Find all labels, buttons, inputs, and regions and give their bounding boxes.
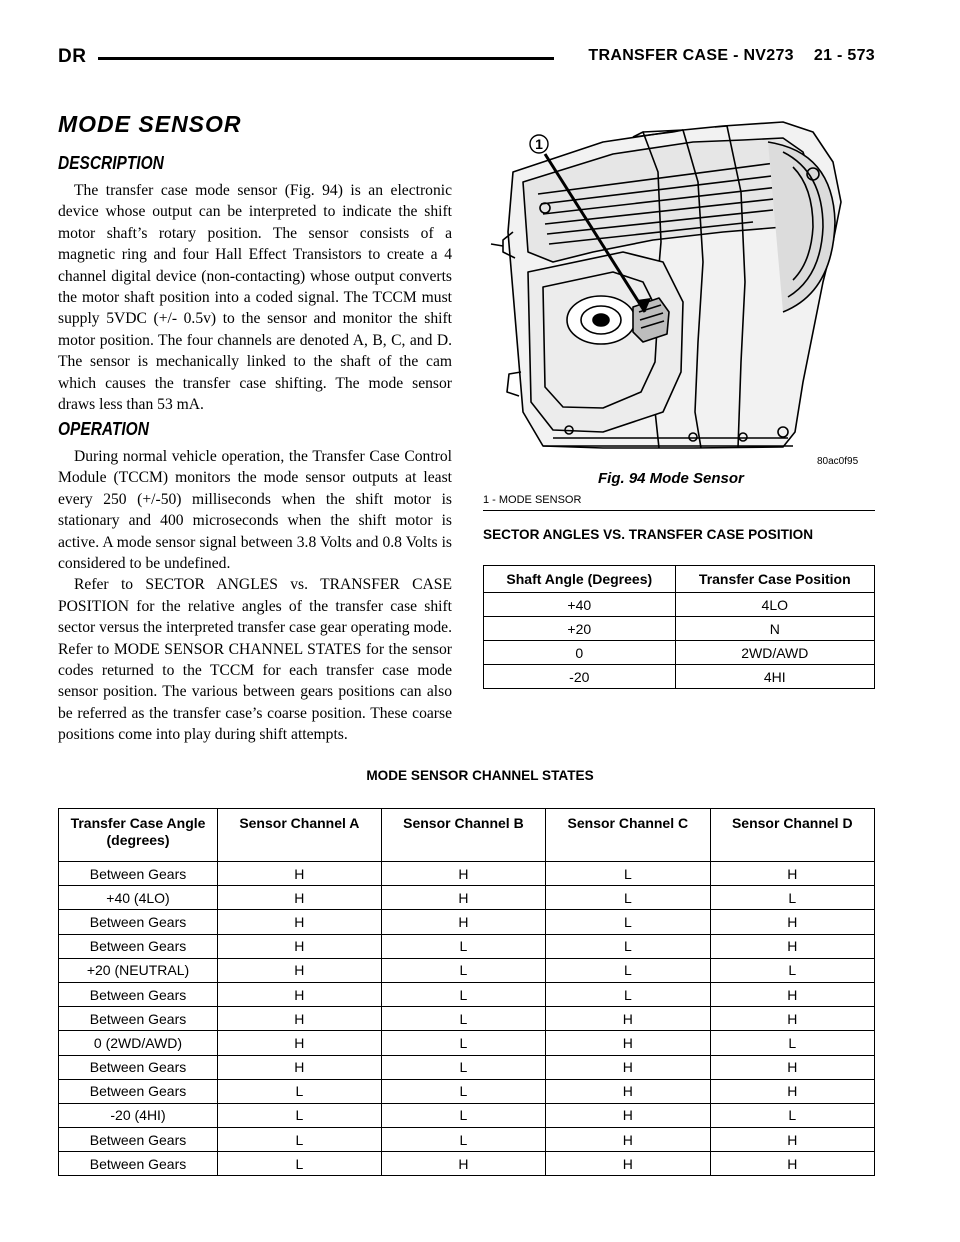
table-cell: H: [381, 910, 545, 934]
table-cell: L: [710, 1031, 874, 1055]
table-cell: H: [546, 1152, 710, 1176]
figure-rule: [483, 510, 875, 511]
table-cell: L: [546, 982, 710, 1006]
table-row: [59, 1128, 875, 1152]
table-row: [59, 1152, 875, 1176]
table-cell: +40 (4LO): [59, 886, 218, 910]
table-header: Sensor Channel B: [381, 809, 545, 862]
table-header: Sensor Channel C: [546, 809, 710, 862]
operation-body: [58, 446, 452, 746]
sector-angles-table: [483, 565, 875, 689]
table-cell: Between Gears: [59, 1079, 218, 1103]
table-row: [59, 910, 875, 934]
header-page-number: 21 - 573: [813, 47, 875, 64]
operation-paragraph: Refer to SECTOR ANGLES vs. TRANSFER CASE POSITION for the relative angles of the transfer case shift sector versus the interpreted transfer case gear operating mode. Refer to MODE SENSOR CHANNEL STATES for the sensor codes returned to the TCCM for each transfer case mode sensor position. The various between gears positions can also be referred as the transfer case’s coarse position. These coarse positions come into play during shift attempts.: [58, 576, 452, 744]
table-cell: L: [546, 886, 710, 910]
table-cell: H: [218, 1007, 382, 1031]
table-row: [484, 593, 875, 617]
table-header: Sensor Channel D: [710, 809, 874, 862]
description-body: [58, 180, 452, 415]
table-cell: H: [710, 862, 874, 886]
table-cell: H: [546, 1031, 710, 1055]
table-cell: +40: [484, 593, 676, 617]
table-header: Sensor Channel A: [218, 809, 382, 862]
table-cell: L: [381, 1103, 545, 1127]
table-cell: H: [218, 886, 382, 910]
header-right: [588, 47, 875, 65]
table-cell: L: [381, 1055, 545, 1079]
sector-table-title: SECTOR ANGLES VS. TRANSFER CASE POSITION: [483, 527, 814, 542]
table-cell: H: [710, 1128, 874, 1152]
table-row: [59, 862, 875, 886]
table-cell: Between Gears: [59, 982, 218, 1006]
table-cell: L: [381, 1079, 545, 1103]
figure-caption: Fig. 94 Mode Sensor: [598, 470, 744, 487]
table-cell: L: [381, 1031, 545, 1055]
table-cell: 0 (2WD/AWD): [59, 1031, 218, 1055]
table-cell: H: [710, 1079, 874, 1103]
table-cell: Between Gears: [59, 934, 218, 958]
header-rule: [98, 57, 554, 60]
page-title: MODE SENSOR: [58, 111, 242, 137]
mode-sensor-figure: [483, 112, 875, 472]
table-header: Transfer Case Position: [675, 566, 874, 593]
operation-paragraph: During normal vehicle operation, the Transfer Case Control Module (TCCM) monitors the mode sensor outputs at least every 250 (+/-50) milliseconds when the shift motor is stationary and 400 microseconds when the shift motor is active. A mode sensor signal between 3.8 Volts and 0.8 Volts is considered to be undefined.: [58, 448, 452, 573]
table-cell: H: [546, 1079, 710, 1103]
table-cell: L: [218, 1079, 382, 1103]
table-cell: H: [710, 982, 874, 1006]
table-cell: L: [710, 1103, 874, 1127]
table-row: [59, 1079, 875, 1103]
callout-number: 1: [535, 136, 543, 152]
table-header: Transfer Case Angle (degrees): [59, 809, 218, 862]
table-cell: Between Gears: [59, 1055, 218, 1079]
table-row: [484, 617, 875, 641]
table-cell: L: [381, 1128, 545, 1152]
table-cell: Between Gears: [59, 910, 218, 934]
figure-legend: 1 - MODE SENSOR: [483, 494, 582, 506]
table-header-row: [484, 566, 875, 593]
table-cell: L: [381, 934, 545, 958]
table-cell: H: [546, 1128, 710, 1152]
table-cell: H: [546, 1007, 710, 1031]
table-cell: H: [710, 1007, 874, 1031]
table-row: [59, 1103, 875, 1127]
table-cell: 2WD/AWD: [675, 641, 874, 665]
table-cell: H: [710, 1055, 874, 1079]
table-cell: H: [381, 862, 545, 886]
table-row: [484, 665, 875, 689]
table-row: [59, 1031, 875, 1055]
channel-table-title: MODE SENSOR CHANNEL STATES: [366, 768, 594, 783]
table-cell: H: [218, 934, 382, 958]
table-cell: H: [218, 982, 382, 1006]
table-header: Shaft Angle (Degrees): [484, 566, 676, 593]
table-cell: L: [218, 1152, 382, 1176]
table-row: [59, 982, 875, 1006]
mode-sensor-channel-states-table: [58, 808, 875, 1176]
table-cell: L: [381, 982, 545, 1006]
table-cell: L: [381, 958, 545, 982]
table-cell: L: [710, 958, 874, 982]
table-cell: H: [218, 862, 382, 886]
table-cell: H: [710, 1152, 874, 1176]
table-cell: 4HI: [675, 665, 874, 689]
table-cell: L: [546, 862, 710, 886]
table-row: [59, 886, 875, 910]
table-cell: 4LO: [675, 593, 874, 617]
table-cell: Between Gears: [59, 1128, 218, 1152]
description-paragraph: The transfer case mode sensor (Fig. 94) is an electronic device whose output can be interpreted to indicate the shift motor shaft’s rotary position. The sensor consists of a magnetic ring and four Hall Effect Transistors to create a 4 channel digital device (non-contacting) whose output converts the motor shaft position into a coded signal. The TCCM must supply 5VDC (+/- 0.5v) to the sensor and monitor the shift motor position. The four channels are denoted A, B, C, and D. The sensor is mechanically linked to the shaft of the cam which causes the transfer case shifting. The mode sensor draws less than 53 mA.: [58, 182, 452, 414]
mode-sensor-illustration: [483, 112, 875, 472]
table-cell: N: [675, 617, 874, 641]
table-cell: L: [546, 910, 710, 934]
table-cell: Between Gears: [59, 1152, 218, 1176]
table-cell: 0: [484, 641, 676, 665]
table-cell: H: [381, 886, 545, 910]
table-row: [484, 641, 875, 665]
table-cell: H: [546, 1055, 710, 1079]
table-cell: H: [218, 958, 382, 982]
table-cell: -20: [484, 665, 676, 689]
header-manual-code: DR: [58, 46, 87, 67]
figure-code: 80ac0f95: [817, 456, 859, 467]
table-cell: +20: [484, 617, 676, 641]
table-cell: H: [381, 1152, 545, 1176]
table-row: [59, 1007, 875, 1031]
description-heading: DESCRIPTION: [58, 153, 164, 173]
table-row: [59, 934, 875, 958]
table-cell: L: [546, 958, 710, 982]
channel-table-body: [59, 862, 875, 1176]
operation-heading: OPERATION: [58, 419, 149, 439]
table-cell: L: [710, 886, 874, 910]
table-cell: H: [710, 910, 874, 934]
table-cell: -20 (4HI): [59, 1103, 218, 1127]
table-cell: H: [218, 910, 382, 934]
table-cell: L: [546, 934, 710, 958]
table-cell: Between Gears: [59, 1007, 218, 1031]
table-cell: Between Gears: [59, 862, 218, 886]
table-cell: +20 (NEUTRAL): [59, 958, 218, 982]
table-header-row: [59, 809, 875, 862]
table-cell: H: [218, 1031, 382, 1055]
header-section: TRANSFER CASE - NV273: [588, 47, 794, 64]
table-cell: L: [218, 1103, 382, 1127]
table-row: [59, 958, 875, 982]
table-cell: H: [710, 934, 874, 958]
table-cell: L: [381, 1007, 545, 1031]
table-cell: H: [218, 1055, 382, 1079]
table-cell: H: [546, 1103, 710, 1127]
table-row: [59, 1055, 875, 1079]
table-cell: L: [218, 1128, 382, 1152]
